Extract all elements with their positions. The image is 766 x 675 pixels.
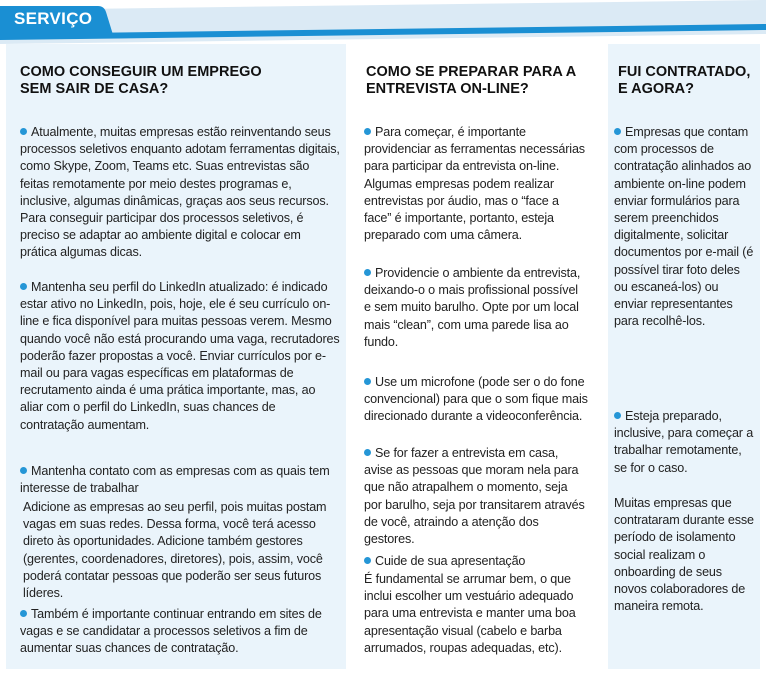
bullet-icon xyxy=(364,449,371,456)
bullet-icon xyxy=(364,269,371,276)
header-banner-shape xyxy=(0,0,766,44)
bullet-icon xyxy=(614,128,621,135)
column-3-title: FUI CONTRATADO, E AGORA? xyxy=(618,64,751,97)
column-1-paragraph-2: Mantenha seu perfil do LinkedIn atualizado: é indicado estar ativo no LinkedIn, pois, hoje, ele é seu currículo on-line e fica disponível para muitas pessoas verem. Mesmo quando você não está procurando uma vaga, recrutadores poderão fazer propostas a você. Enviar currículos por e-mail ou para vagas específicas em plataformas de recrutamento ainda é uma prática importante, mas, ao aliar com o perfil do LinkedIn, suas chances de contratação aumentam. xyxy=(20,280,340,432)
column-1-paragraph-1: Atualmente, muitas empresas estão reinventando seus processos seletivos enquanto adotam ferramentas digitais, como Skype, Zoom, Teams etc. Suas entrevistas são feitas remotamente por meio destes programas e, inclusive, algumas dinâmicas, graças aos seus recursos. Para conseguir participar dos processos seletivos, é preciso se adaptar ao ambiente digital e colocar em prática algumas dicas. xyxy=(20,125,340,260)
bullet-icon xyxy=(20,128,27,135)
column-2-paragraph-2: Providencie o ambiente da entrevista, deixando-o o mais profissional possível e sem muito barulho. Opte por um local mais “clean”, com uma parede lisa ao fundo. xyxy=(364,266,581,349)
column-2-paragraph-5: Cuide de sua apresentação xyxy=(364,553,588,570)
column-2-paragraph-1: Para começar, é importante providenciar as ferramentas necessárias para participar da entrevista on-line. Algumas empresas podem realizar entrevistas por áudio, mas o “face a face” é importante, portanto, esteja preparado com uma câmera. xyxy=(364,125,585,243)
bullet-icon xyxy=(20,467,27,474)
bullet-icon xyxy=(364,378,371,385)
bullet-icon xyxy=(20,283,27,290)
column-2-paragraph-6: É fundamental se arrumar bem, o que inclui escolher um vestuário adequado para uma entrevista e manter uma boa apresentação visual (cabelo e barba arrumados, roupas adequadas, etc). xyxy=(364,572,576,655)
column-2-title: COMO SE PREPARAR PARA A ENTREVISTA ON-LINE? xyxy=(366,64,577,97)
bullet-icon xyxy=(364,557,371,564)
bullet-icon xyxy=(364,128,371,135)
column-1-paragraph-3: Mantenha contato com as empresas com as quais tem interesse de trabalhar xyxy=(20,464,330,496)
bullet-icon xyxy=(20,610,27,617)
column-3-paragraph-2: Esteja preparado, inclusive, para começar a trabalhar remotamente, se for o caso. xyxy=(614,409,754,475)
column-1-paragraph-5: Também é importante continuar entrando em sites de vagas e se candidatar a processos seletivos a fim de aumentar suas chances de contratação. xyxy=(20,607,322,656)
column-1-paragraph-4: Adicione as empresas ao seu perfil, pois muitas postam vagas em suas redes. Dessa forma, você terá acesso direto às oportunidades. Adicione também gestores (gerentes, coordenadores, diretores), pois, assim, você poderá contatar pessoas que poderão ser seus futuros líderes. xyxy=(23,500,327,601)
column-1-title: COMO CONSEGUIR UM EMPREGO SEM SAIR DE CASA? xyxy=(20,64,262,97)
column-2-paragraph-4: Se for fazer a entrevista em casa, avise as pessoas que moram nela para que não atrapalhem o momento, seja por barulho, seja por transitarem através de você, atraindo a atenção dos gestores. xyxy=(364,446,585,547)
column-3-paragraph-1: Empresas que contam com processos de contratação alinhados ao ambiente on-line podem enviar formulários para serem preenchidos digitalmente, solicitar documentos por e-mail (é possível tirar foto deles ou escaneá-los) ou enviar representantes para recolhê-los. xyxy=(614,125,754,329)
column-2-paragraph-3: Use um microfone (pode ser o do fone convencional) para que o som fique mais direcionado durante a videoconferência. xyxy=(364,375,588,424)
bullet-icon xyxy=(614,412,621,419)
section-title: SERVIÇO xyxy=(14,9,93,28)
column-3-paragraph-3: Muitas empresas que contrataram durante esse período de isolamento social realizam o onboarding de seus novos colaboradores de maneira remota. xyxy=(614,496,754,614)
section-header xyxy=(0,0,766,44)
